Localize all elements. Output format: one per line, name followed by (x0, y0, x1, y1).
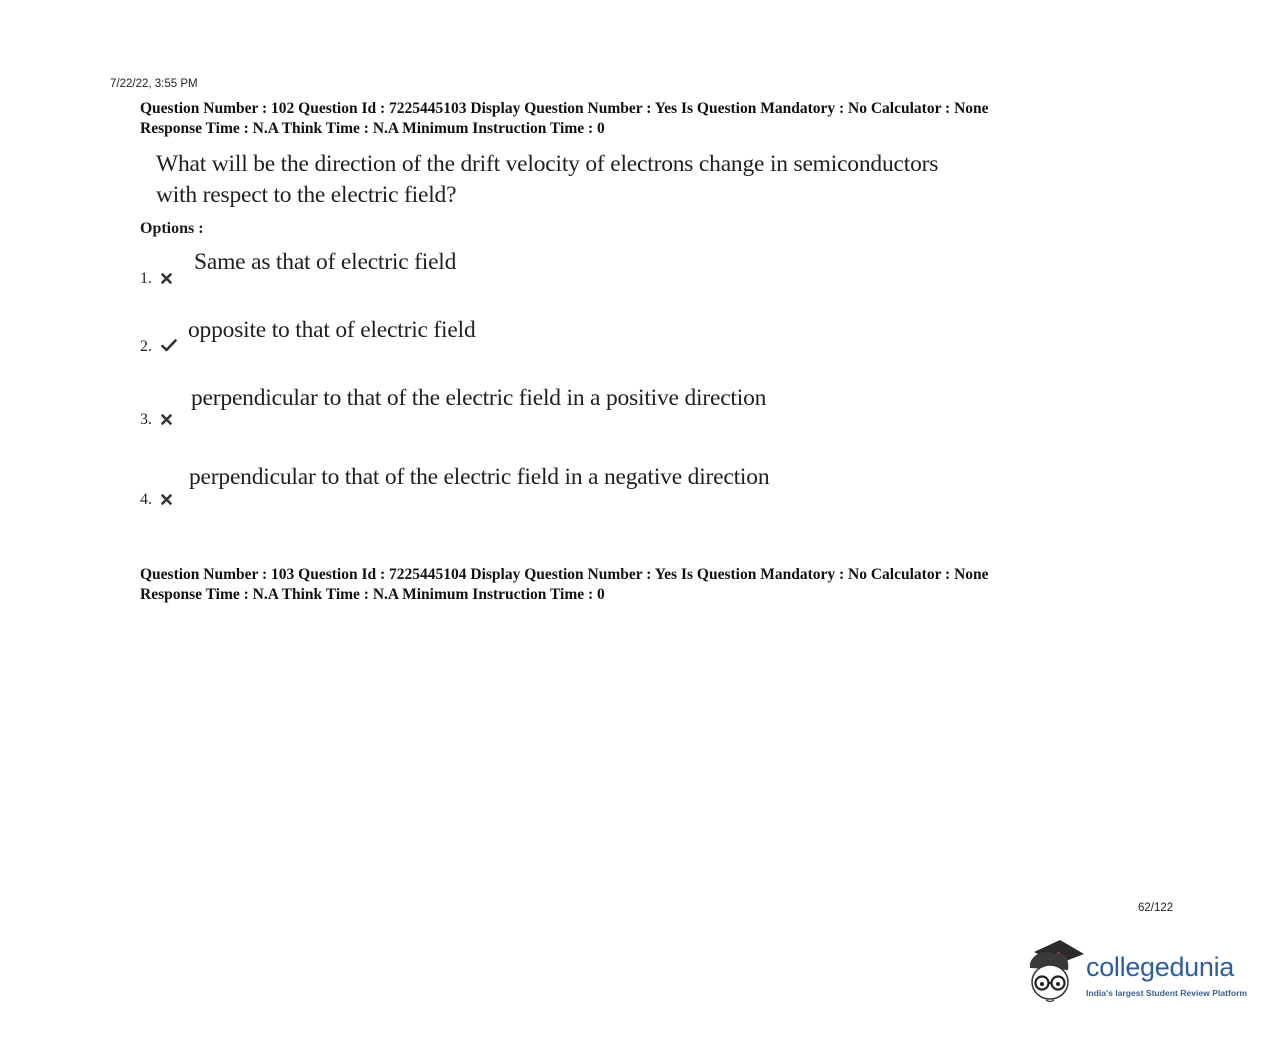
option-1-number: 1. (140, 270, 152, 287)
question-102-meta (140, 99, 989, 138)
question-102-text-line1: What will be the direction of the drift velocity of electrons change in semiconductors (156, 151, 939, 177)
cross-icon (161, 271, 172, 289)
question-102-text (156, 149, 938, 211)
cross-icon (161, 412, 172, 430)
option-4-number: 4. (140, 491, 152, 508)
option-1-text: Same as that of electric field (194, 249, 457, 275)
option-1-marker (140, 270, 172, 289)
check-icon (161, 339, 177, 357)
cross-icon (161, 492, 172, 510)
question-102-text-line2: with respect to the electric field? (156, 182, 457, 208)
options-label: Options : (140, 220, 204, 237)
option-2-text: opposite to that of electric field (188, 317, 476, 343)
option-3-number: 3. (140, 411, 152, 428)
collegedunia-mascot-icon (1024, 938, 1086, 1008)
option-4-marker (140, 491, 172, 510)
question-103-meta-line1: Question Number : 103 Question Id : 7225445104 Display Question Number : Yes Is Question Mandatory : No Calculator : None (140, 566, 989, 583)
question-103-meta-line2: Response Time : N.A Think Time : N.A Minimum Instruction Time : 0 (140, 585, 605, 603)
option-3-marker (140, 411, 172, 430)
print-timestamp: 7/22/22, 3:55 PM (110, 78, 198, 90)
brand-tagline: India's largest Student Review Platform (1086, 988, 1248, 998)
question-103-meta (140, 565, 989, 604)
option-4-text: perpendicular to that of the electric field in a negative direction (189, 464, 770, 490)
option-3-text: perpendicular to that of the electric field in a positive direction (191, 385, 767, 411)
question-102-meta-line2: Response Time : N.A Think Time : N.A Minimum Instruction Time : 0 (140, 119, 605, 137)
option-2-marker (140, 338, 177, 357)
page-number: 62/122 (1138, 902, 1174, 914)
question-102-meta-line1: Question Number : 102 Question Id : 7225445103 Display Question Number : Yes Is Question Mandatory : No Calculator : None (140, 100, 989, 117)
option-2-number: 2. (140, 338, 152, 355)
brand-name: collegedunia (1086, 952, 1235, 982)
